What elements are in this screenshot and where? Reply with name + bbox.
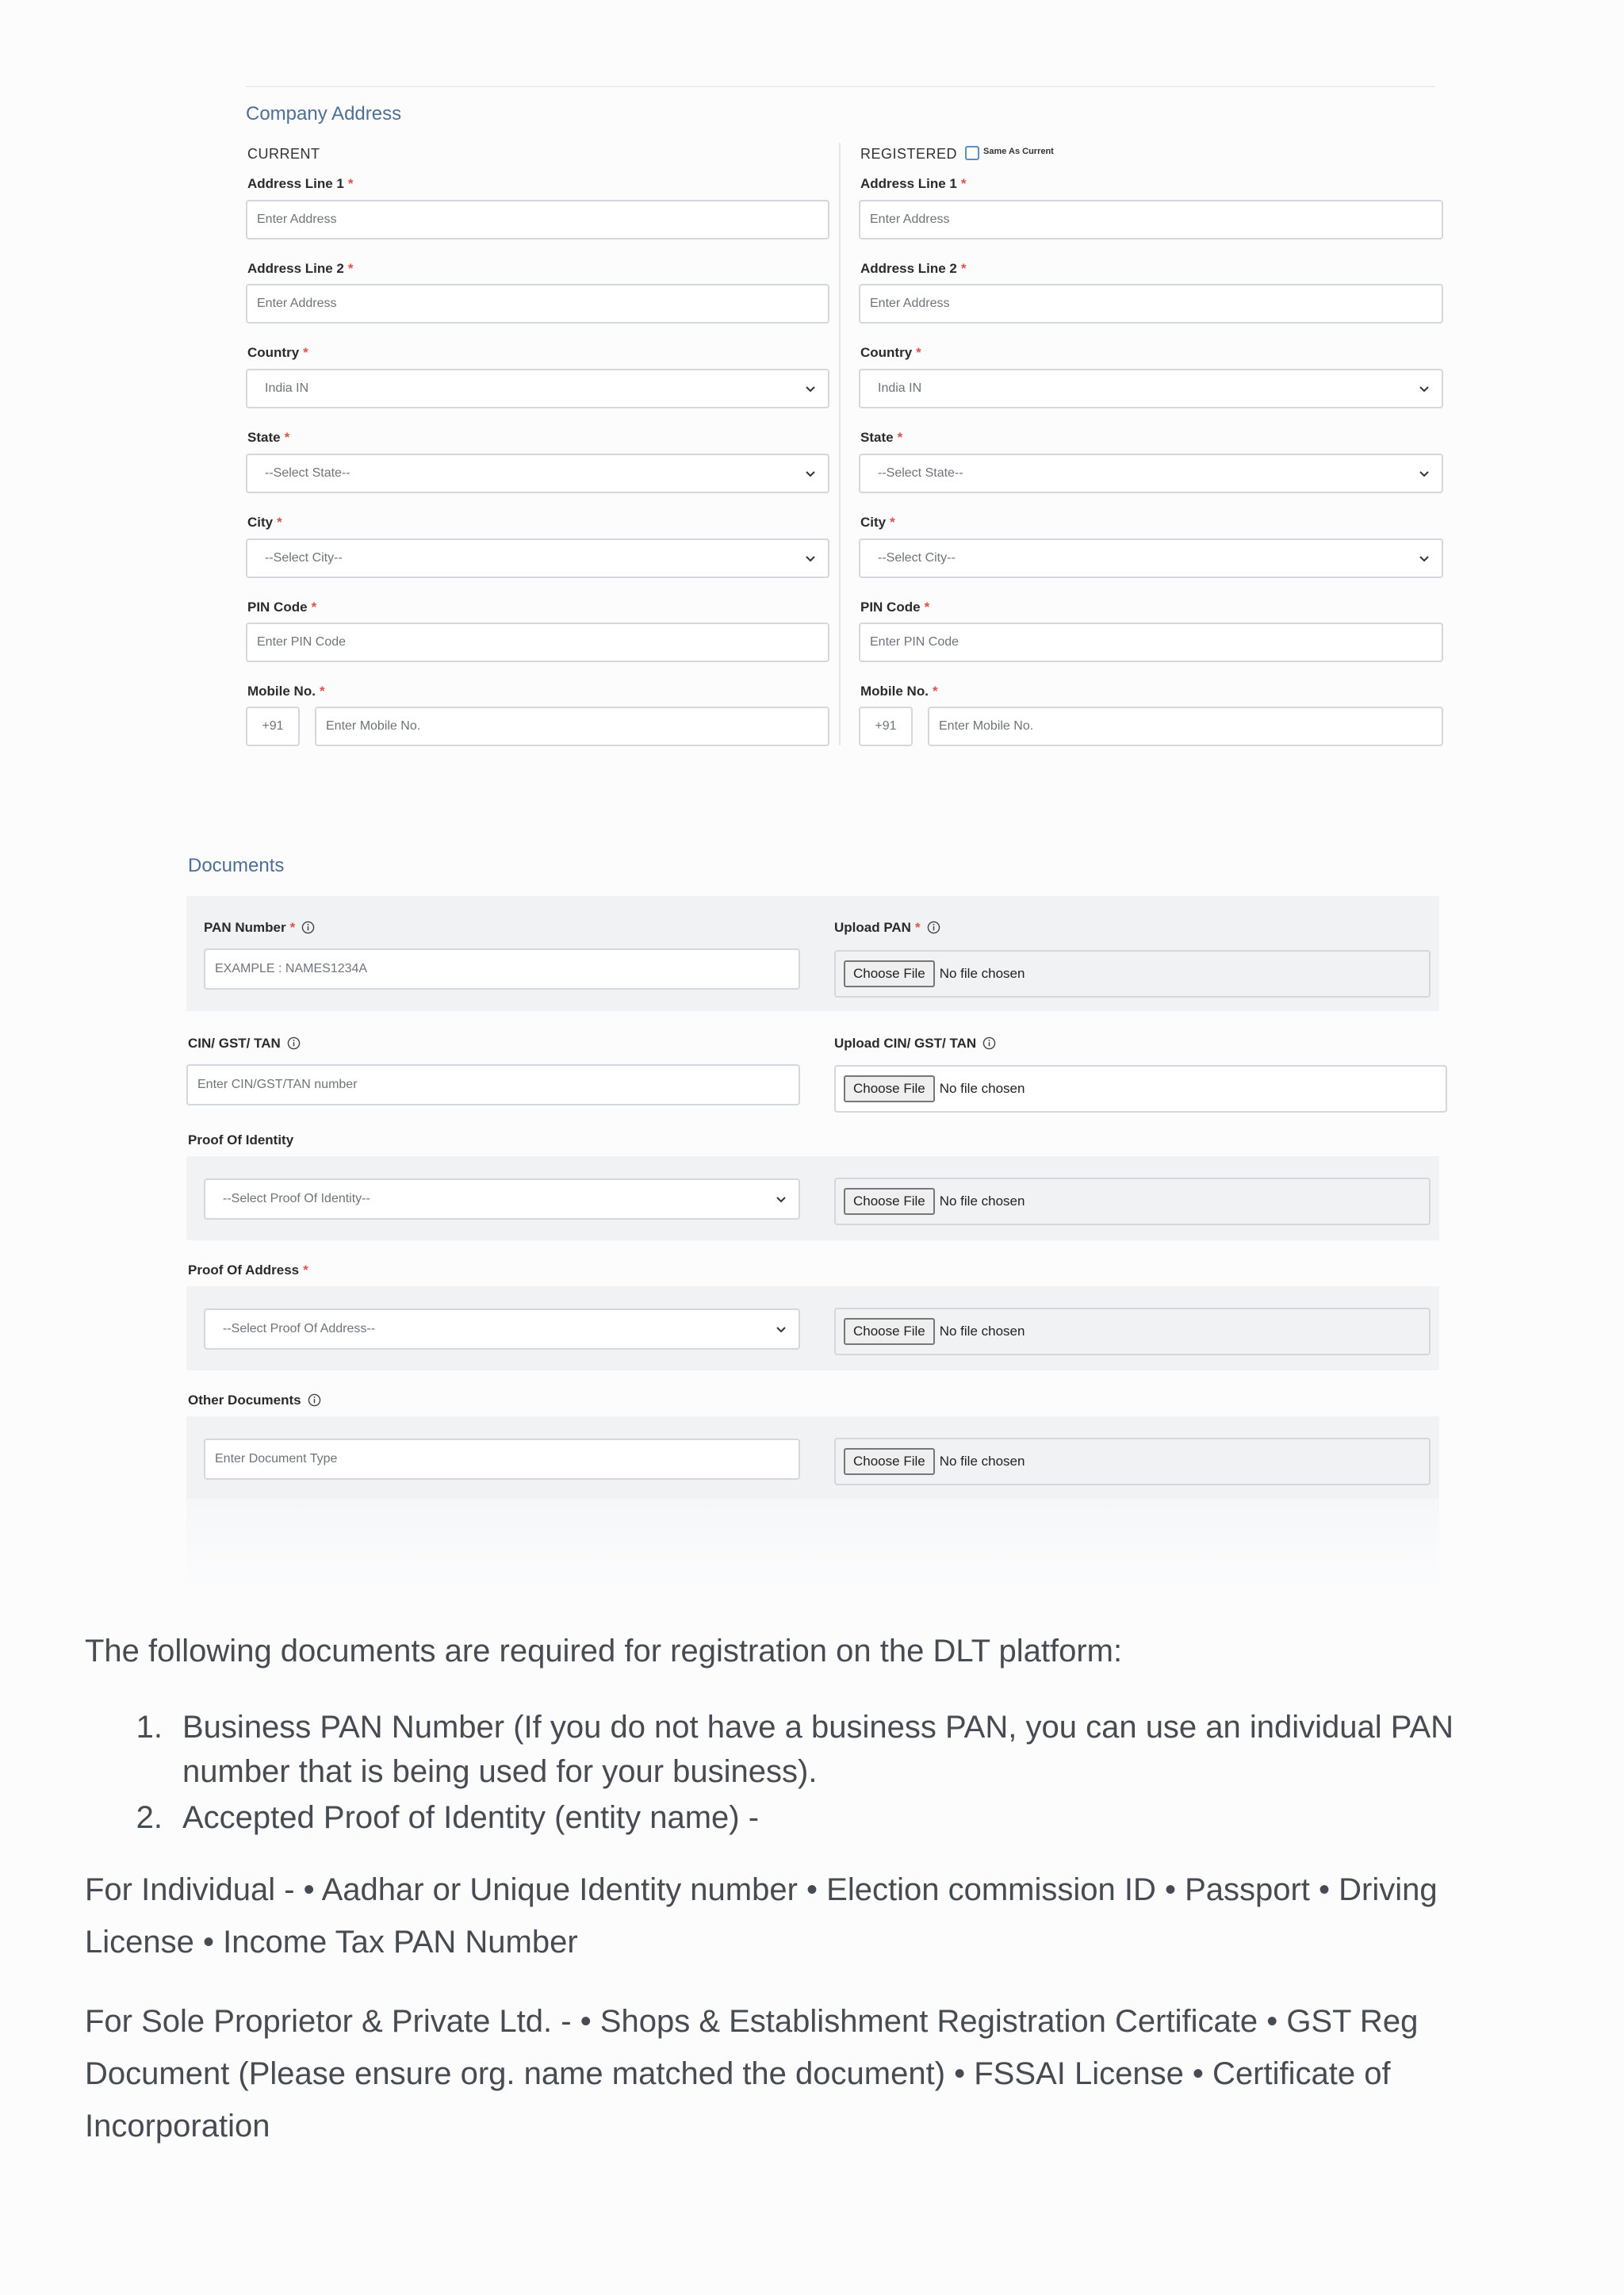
registered-mobile-label: Mobile No. *: [860, 684, 938, 699]
registered-mobile-prefix: +91: [859, 707, 913, 746]
registered-city-select[interactable]: --Select City--: [859, 538, 1443, 578]
current-city-select[interactable]: --Select City--: [246, 538, 829, 578]
pan-label: PAN Number *: [204, 920, 315, 936]
company-address-title: Company Address: [246, 103, 402, 125]
poa-label: Proof Of Address *: [188, 1262, 308, 1278]
same-as-current-checkbox[interactable]: [965, 146, 979, 160]
list-item: 2. Accepted Proof of Identity (entity name) -: [136, 1800, 760, 1835]
registered-address1-input[interactable]: Enter Address: [859, 200, 1443, 239]
current-pin-label: PIN Code *: [247, 600, 317, 615]
registered-address1-label: Address Line 1 *: [860, 176, 967, 191]
upload-cin-file[interactable]: [834, 1065, 1447, 1113]
chevron-down-icon: [1418, 382, 1431, 395]
chevron-down-icon: [775, 1193, 787, 1205]
chevron-down-icon: [804, 467, 817, 480]
registered-mobile-input[interactable]: Enter Mobile No.: [928, 707, 1443, 746]
current-state-select[interactable]: --Select State--: [246, 454, 829, 493]
upload-pan-label: Upload PAN *: [834, 920, 940, 936]
registered-state-label: State *: [860, 430, 903, 445]
choose-file-button[interactable]: Choose File: [844, 960, 935, 987]
info-icon[interactable]: [982, 1036, 996, 1050]
poa-select[interactable]: --Select Proof Of Address--: [204, 1308, 800, 1350]
list-item: 1. Business PAN Number (If you do not have a business PAN, you can use an individual PAN number that is being used for your business).: [136, 1710, 1454, 1789]
current-address1-input[interactable]: Enter Address: [246, 200, 829, 239]
no-file-text: No file chosen: [939, 1081, 1025, 1096]
current-state-label: State *: [247, 430, 290, 445]
registered-country-select[interactable]: India IN: [859, 369, 1443, 408]
choose-file-button[interactable]: Choose File: [844, 1188, 935, 1215]
info-icon[interactable]: [287, 1036, 301, 1050]
chevron-down-icon: [775, 1323, 787, 1335]
current-mobile-label: Mobile No. *: [247, 684, 325, 699]
upload-cin-label: Upload CIN/ GST/ TAN: [834, 1036, 996, 1052]
top-divider: [246, 86, 1435, 87]
current-address2-label: Address Line 2 *: [247, 261, 354, 276]
registered-pin-label: PIN Code *: [860, 600, 930, 615]
current-address1-label: Address Line 1 *: [247, 176, 354, 191]
documents-title: Documents: [188, 855, 285, 876]
poi-label: Proof Of Identity: [188, 1132, 294, 1148]
chevron-down-icon: [804, 552, 817, 565]
registered-address2-label: Address Line 2 *: [860, 261, 967, 276]
same-as-current-label: Same As Current: [983, 147, 1054, 156]
registered-pin-input[interactable]: Enter PIN Code: [859, 623, 1443, 662]
choose-file-button[interactable]: Choose File: [844, 1318, 935, 1345]
current-heading: CURRENT: [247, 146, 320, 162]
choose-file-button[interactable]: Choose File: [844, 1448, 935, 1475]
info-icon[interactable]: [301, 921, 315, 934]
article-intro: The following documents are required for registration on the DLT platform:: [85, 1634, 1123, 1669]
current-mobile-input[interactable]: Enter Mobile No.: [315, 707, 829, 746]
info-icon[interactable]: [927, 921, 940, 934]
no-file-text: No file chosen: [939, 966, 1025, 981]
sole-proprietor-paragraph: For Sole Proprietor & Private Ltd. - • Shops & Establishment Registration Certificate • GST Reg Document (Please ensure org. name matched the document) • FSSAI License • Certificate of Incorporation: [85, 2004, 1419, 2144]
current-pin-input[interactable]: Enter PIN Code: [246, 623, 829, 662]
choose-file-button[interactable]: Choose File: [844, 1075, 935, 1102]
other-docs-label: Other Documents: [188, 1393, 321, 1408]
cin-input[interactable]: Enter CIN/GST/TAN number: [186, 1064, 800, 1105]
registered-address2-input[interactable]: Enter Address: [859, 284, 1443, 324]
pan-input[interactable]: EXAMPLE : NAMES1234A: [204, 948, 800, 990]
cin-label: CIN/ GST/ TAN: [188, 1036, 301, 1052]
current-address2-input[interactable]: Enter Address: [246, 284, 829, 324]
no-file-text: No file chosen: [939, 1193, 1025, 1209]
registered-state-select[interactable]: --Select State--: [859, 454, 1443, 493]
column-divider: [839, 143, 841, 745]
upload-pan-file[interactable]: [834, 950, 1431, 998]
current-country-select[interactable]: India IN: [246, 369, 829, 408]
other-docs-input[interactable]: Enter Document Type: [204, 1439, 800, 1480]
current-mobile-prefix: +91: [246, 707, 300, 746]
other-docs-file[interactable]: [834, 1438, 1431, 1485]
poi-select[interactable]: --Select Proof Of Identity--: [204, 1178, 800, 1220]
chevron-down-icon: [804, 382, 817, 395]
poi-file[interactable]: [834, 1178, 1431, 1225]
registered-country-label: Country *: [860, 345, 921, 360]
poa-file[interactable]: [834, 1308, 1431, 1355]
chevron-down-icon: [1418, 552, 1431, 565]
current-city-label: City *: [247, 515, 282, 530]
current-country-label: Country *: [247, 345, 308, 360]
chevron-down-icon: [1418, 467, 1431, 480]
no-file-text: No file chosen: [939, 1454, 1025, 1469]
individual-paragraph: For Individual - • Aadhar or Unique Identity number • Election commission ID • Passport • Driving License • Income Tax PAN Number: [85, 1872, 1438, 1960]
registered-city-label: City *: [860, 515, 895, 530]
info-icon[interactable]: [308, 1393, 321, 1407]
no-file-text: No file chosen: [939, 1324, 1025, 1339]
panel-shade: [186, 1499, 1439, 1594]
registered-heading: REGISTERED: [860, 146, 958, 162]
